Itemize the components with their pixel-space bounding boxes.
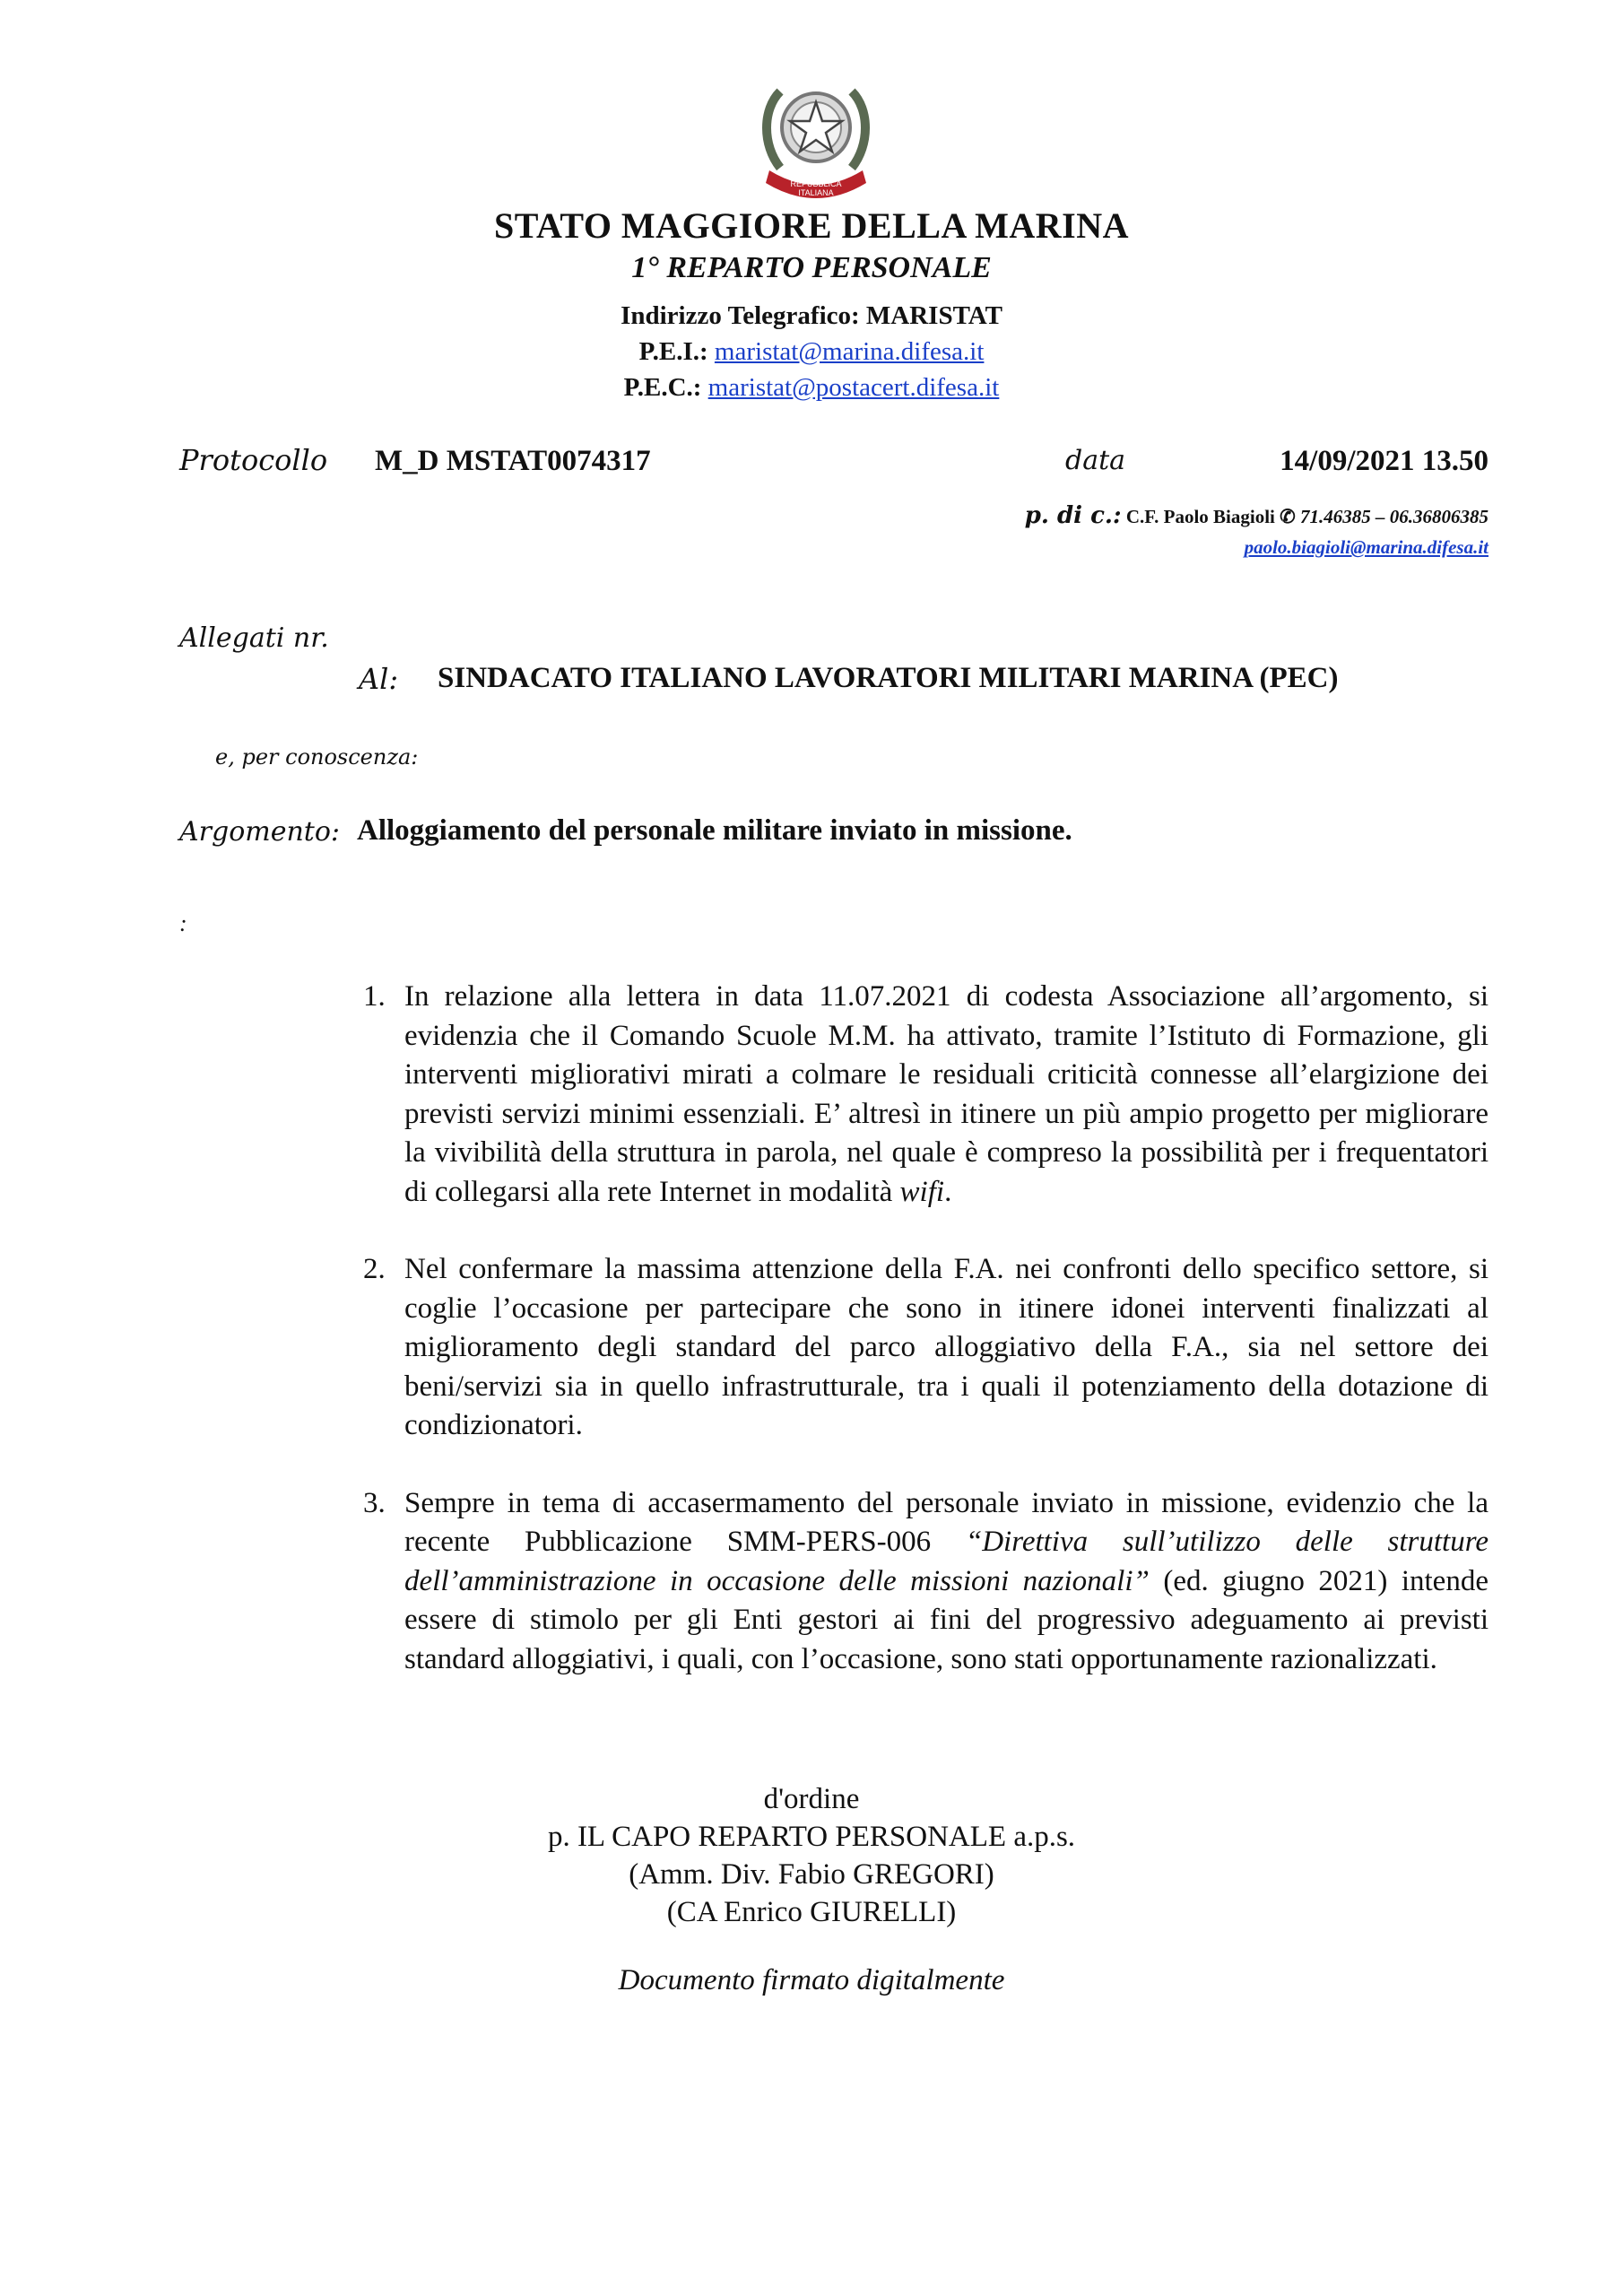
phone-icon: ✆ [1280, 506, 1296, 527]
to-label: Al: [359, 662, 399, 696]
signature-name-1: (Amm. Div. Fabio GREGORI) [629, 1858, 994, 1891]
pei-line [0, 337, 1623, 367]
poc-name: C.F. Paolo Biagioli [1125, 506, 1275, 527]
poc-phones: 71.46385 – 06.36806385 [1300, 506, 1488, 527]
item-text: Sempre in tema di accasermamento del personale inviato in missione, evidenzio che la recente Pubblicazione SMM-PERS-006 “Direttiva sull’utilizzo delle strutture dell’amministrazione in occasione delle missioni nazionali” (ed. giugno 2021) intende essere di stimolo per gli Enti gestori ai fini del progressivo adeguamento ai previsti standard alloggiativi, i quali, con l’occasione, sono stati opportunamente razionalizzati. [404, 1486, 1488, 1675]
pec-label: P.E.C.: [623, 373, 702, 402]
point-of-contact [1025, 502, 1488, 529]
item-number: 1. [363, 980, 386, 1013]
letter-body [363, 978, 1488, 1718]
attachments-label: Allegati nr. [179, 622, 329, 654]
republic-emblem [753, 56, 879, 208]
item-number: 3. [363, 1486, 386, 1519]
stray-mark: : [179, 910, 187, 936]
cc-label: e, per conoscenza: [215, 744, 419, 770]
signature-title: p. IL CAPO REPARTO PERSONALE a.p.s. [547, 1821, 1076, 1853]
org-name: STATO MAGGIORE DELLA MARINA [493, 205, 1130, 246]
pei-label: P.E.I.: [638, 337, 708, 366]
department-name: 1° REPARTO PERSONALE [631, 251, 992, 284]
pec-line [0, 373, 1623, 403]
telegraphic-value: MARISTAT [865, 301, 1002, 330]
item-text: In relazione alla lettera in data 11.07.2021 di codesta Associazione all’argomento, si evidenzia che il Comando Scuole M.M. ha attivato, tramite l’Istituto di Formazione, gli interventi migliorativi mirati a colmare le residuali criticità connesse all’elargizione dei previsti servizi minimi essenziali. E’ altresì in itinere un più ampio progetto per migliorare la vivibilità della struttura in parola, nel quale è compreso la possibilità per i frequentatori di collegarsi alla rete Internet in modalità wifi. [404, 980, 1488, 1208]
pei-email-link[interactable]: maristat@marina.difesa.it [714, 337, 985, 366]
protocol-label: Protocollo [179, 443, 328, 477]
telegraphic-address [0, 301, 1623, 331]
poc-email-link[interactable]: paolo.biagioli@marina.difesa.it [1244, 536, 1488, 558]
emblem-ribbon-text: REPUBBLICA ITALIANA [790, 179, 842, 197]
list-item [363, 1484, 1488, 1680]
item-number: 2. [363, 1253, 386, 1285]
signature-name-2: (CA Enrico GIURELLI) [666, 1896, 957, 1928]
digital-signature-note: Documento firmato digitalmente [618, 1964, 1005, 1996]
telegraphic-label: Indirizzo Telegrafico: [621, 301, 860, 330]
subject: Alloggiamento del personale militare inviato in missione. [357, 814, 1072, 847]
list-item [363, 978, 1488, 1212]
signature-order: d'ordine [763, 1783, 860, 1815]
date-label: data [1065, 445, 1126, 476]
list-item [363, 1250, 1488, 1446]
date-value: 14/09/2021 13.50 [1280, 445, 1488, 477]
poc-label: p. di c.: [1024, 502, 1122, 529]
protocol-number: M_D MSTAT0074317 [375, 445, 651, 477]
pec-email-link[interactable]: maristat@postacert.difesa.it [707, 373, 1000, 402]
recipient: SINDACATO ITALIANO LAVORATORI MILITARI MARINA (PEC) [438, 662, 1339, 694]
subject-label: Argomento: [179, 816, 341, 848]
item-text: Nel confermare la massima attenzione della F.A. nei confronti dello specifico settore, si coglie l’occasione per partecipare che sono in itinere idonei interventi finalizzati al miglioramento degli standard del parco alloggiativo della F.A., sia nel settore dei beni/servizi sia in quello infrastrutturale, tra i quali il potenziamento della dotazione di condizionatori. [404, 1253, 1488, 1441]
